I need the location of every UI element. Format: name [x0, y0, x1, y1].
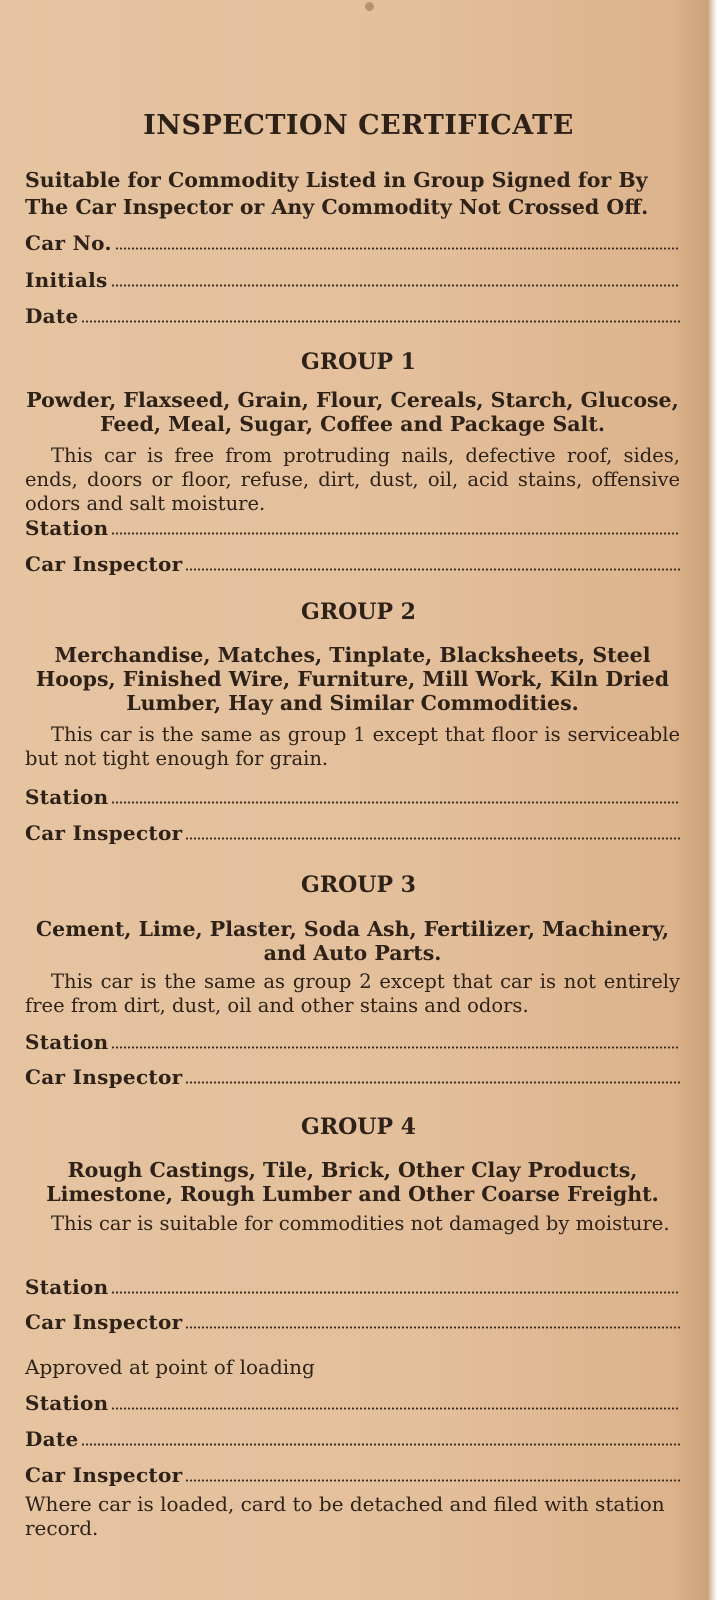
- group-2-inspector-field[interactable]: [25, 815, 680, 845]
- group-1-commodities: Powder, Flaxseed, Grain, Flour, Cereals, Starch, Glucose, Feed, Meal, Sugar, Coffee and Package Salt.: [26, 388, 679, 436]
- dotted-line: [111, 1046, 680, 1049]
- dotted-line: [111, 284, 680, 287]
- dotted-line: [111, 1291, 680, 1294]
- dotted-line: [185, 837, 680, 840]
- station-label: Station: [25, 1391, 109, 1415]
- page-title: INSPECTION CERTIFICATE: [143, 110, 574, 141]
- approval-inspector-field[interactable]: [25, 1457, 680, 1487]
- initials-field[interactable]: [25, 262, 680, 292]
- dotted-line: [111, 532, 680, 535]
- dotted-line: [81, 1443, 680, 1446]
- car-no-label: Car No.: [25, 231, 112, 255]
- car-inspector-label: Car Inspector: [25, 1065, 183, 1089]
- date-field[interactable]: [25, 298, 680, 328]
- station-label: Station: [25, 1030, 109, 1054]
- punch-hole: [365, 2, 374, 11]
- group-3-station-field[interactable]: [25, 1024, 680, 1054]
- group-1-heading: GROUP 1: [301, 349, 416, 375]
- station-label: Station: [25, 785, 109, 809]
- footer-note: Where car is loaded, card to be detached and filed with station record.: [25, 1492, 665, 1540]
- initials-label: Initials: [25, 268, 108, 292]
- group-4-heading: GROUP 4: [301, 1114, 416, 1140]
- group-3-description: This car is the same as group 2 except that car is not entirely free from dirt, dust, oil and other stains and odors.: [25, 970, 680, 1017]
- group-4-commodities: Rough Castings, Tile, Brick, Other Clay Products, Limestone, Rough Lumber and Other Coarse Freight.: [46, 1158, 659, 1206]
- car-inspector-label: Car Inspector: [25, 1310, 183, 1334]
- group-4-description: This car is suitable for commodities not damaged by moisture.: [51, 1212, 670, 1235]
- card-edge: [707, 0, 717, 1600]
- group-4-inspector-field[interactable]: [25, 1304, 680, 1334]
- dotted-line: [185, 1081, 680, 1084]
- group-1-description: This car is free from protruding nails, defective roof, sides, ends, doors or floor, refuse, dirt, dust, oil, acid stains, offensive odors and salt moisture.: [25, 444, 680, 515]
- group-2-commodities: Merchandise, Matches, Tinplate, Blacksheets, Steel Hoops, Finished Wire, Furniture, Mill Work, Kiln Dried Lumber, Hay and Similar Commodities.: [35, 643, 670, 715]
- group-3-inspector-field[interactable]: [25, 1059, 680, 1089]
- approved-text: Approved at point of loading: [25, 1355, 315, 1379]
- dotted-line: [111, 1407, 680, 1410]
- car-inspector-label: Car Inspector: [25, 1463, 183, 1487]
- date-label: Date: [25, 304, 79, 328]
- car-inspector-label: Car Inspector: [25, 821, 183, 845]
- approval-date-field[interactable]: [25, 1421, 680, 1451]
- approval-station-field[interactable]: [25, 1385, 680, 1415]
- dotted-line: [111, 801, 680, 804]
- station-label: Station: [25, 1275, 109, 1299]
- dotted-line: [81, 320, 680, 323]
- group-2-heading: GROUP 2: [301, 599, 416, 625]
- group-2-description: This car is the same as group 1 except that floor is serviceable but not tight enough for grain.: [25, 723, 680, 770]
- car-no-field[interactable]: [25, 225, 680, 255]
- date-label: Date: [25, 1427, 79, 1451]
- group-3-heading: GROUP 3: [301, 872, 416, 898]
- group-2-station-field[interactable]: [25, 779, 680, 809]
- dotted-line: [115, 247, 680, 250]
- group-4-station-field[interactable]: [25, 1269, 680, 1299]
- station-label: Station: [25, 516, 109, 540]
- dotted-line: [185, 1326, 680, 1329]
- group-1-inspector-field[interactable]: [25, 546, 680, 576]
- group-3-commodities: Cement, Lime, Plaster, Soda Ash, Fertilizer, Machinery, and Auto Parts.: [35, 917, 670, 965]
- intro-text: Suitable for Commodity Listed in Group Signed for By The Car Inspector or Any Commodity Not Crossed Off.: [25, 168, 649, 219]
- dotted-line: [185, 1479, 680, 1482]
- group-1-station-field[interactable]: [25, 510, 680, 540]
- dotted-line: [185, 568, 680, 571]
- car-inspector-label: Car Inspector: [25, 552, 183, 576]
